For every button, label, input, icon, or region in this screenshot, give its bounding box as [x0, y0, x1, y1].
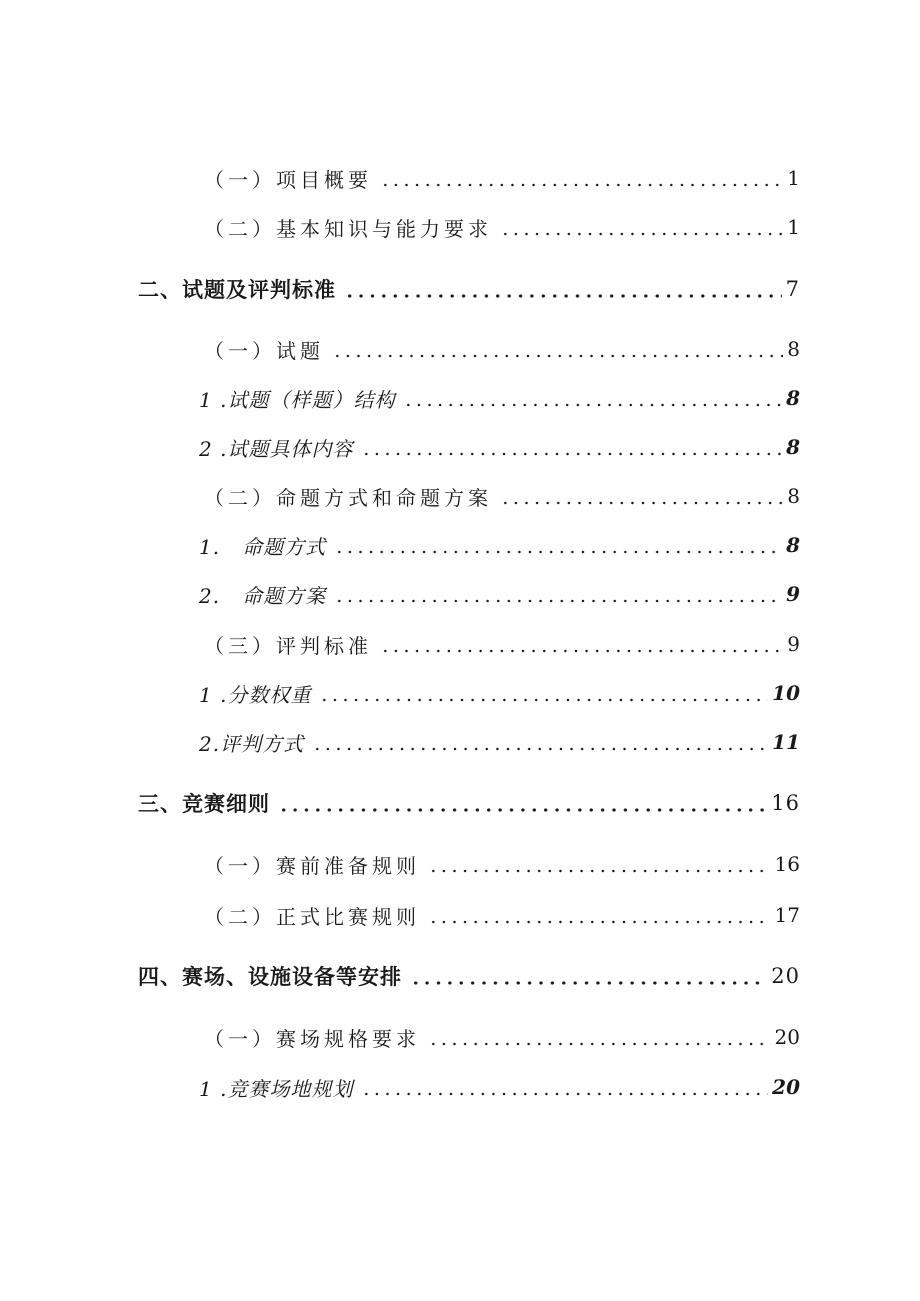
toc-entry-title: 四、赛场、设施设备等安排 — [138, 964, 402, 989]
toc-entry-title: （二）基本知识与能力要求 — [204, 216, 492, 241]
toc-entry[interactable] — [0, 1067, 920, 1107]
toc-page-number: 8 — [787, 484, 800, 508]
dot-leader — [428, 903, 771, 927]
dot-leader — [344, 277, 782, 301]
dot-leader — [428, 852, 771, 876]
toc-page-number: 9 — [786, 582, 800, 606]
toc-entry[interactable] — [0, 378, 920, 418]
toc-entry[interactable] — [0, 722, 920, 762]
dot-leader — [403, 386, 782, 410]
toc-entry-title: 二、试题及评判标准 — [138, 277, 336, 302]
dot-leader — [278, 791, 767, 815]
toc-section-heading[interactable] — [0, 269, 920, 309]
toc-page-number: 20 — [772, 1075, 800, 1099]
dot-leader — [334, 533, 782, 557]
toc-entry[interactable] — [0, 329, 920, 369]
toc-entry-title: （一）赛场规格要求 — [204, 1026, 420, 1051]
toc-entry[interactable] — [0, 427, 920, 467]
toc-entry[interactable] — [0, 1017, 920, 1057]
toc-entry-title: （一）项目概要 — [204, 167, 372, 192]
toc-page-number: 1 — [787, 215, 800, 239]
toc-entry-title: 2. 命题方案 — [199, 583, 327, 608]
toc-page-number: 8 — [786, 435, 800, 459]
toc-page-number: 1 — [787, 166, 800, 190]
toc-entry[interactable] — [0, 895, 920, 935]
toc-entry-title: 1. 命题方式 — [199, 534, 327, 559]
dot-leader — [410, 964, 767, 988]
dot-leader — [334, 582, 782, 606]
toc-page-number: 9 — [787, 632, 800, 656]
toc-entry[interactable] — [0, 844, 920, 884]
toc-entry[interactable] — [0, 476, 920, 516]
toc-page-number: 8 — [786, 533, 800, 557]
toc-page-number: 11 — [772, 730, 800, 754]
toc-entry-title: （二）命题方式和命题方案 — [204, 485, 492, 510]
toc-entry-title: 2 .试题具体内容 — [199, 436, 354, 461]
toc-entry-title: （三）评判标准 — [204, 633, 372, 658]
dot-leader — [380, 166, 783, 190]
dot-leader — [500, 484, 783, 508]
toc-page-number: 8 — [786, 386, 800, 410]
toc-page-number: 20 — [771, 964, 800, 988]
toc-entry-title: 1 .竞赛场地规划 — [199, 1076, 354, 1101]
toc-entry-title: （一）赛前准备规则 — [204, 853, 420, 878]
toc-entry[interactable] — [0, 158, 920, 198]
toc-entry-title: 1 .分数权重 — [199, 682, 312, 707]
toc-entry-title: （一）试题 — [204, 338, 324, 363]
toc-entry[interactable] — [0, 673, 920, 713]
toc-section-heading[interactable] — [0, 956, 920, 996]
toc-page-number: 17 — [774, 903, 800, 927]
toc-page-number: 7 — [785, 277, 800, 301]
dot-leader — [361, 1075, 768, 1099]
toc-page-number: 16 — [771, 791, 800, 815]
toc-entry-title: 2.评判方式 — [199, 731, 305, 756]
toc-entry-title: 1 .试题（样题）结构 — [199, 387, 396, 412]
dot-leader — [428, 1025, 771, 1049]
dot-leader — [500, 215, 783, 239]
dot-leader — [312, 730, 768, 754]
dot-leader — [319, 681, 768, 705]
toc-page-number: 10 — [772, 681, 800, 705]
dot-leader — [380, 632, 783, 656]
toc-page-number: 20 — [774, 1025, 800, 1049]
toc-section-heading[interactable] — [0, 783, 920, 823]
dot-leader — [361, 435, 782, 459]
toc-entry-title: （二）正式比赛规则 — [204, 904, 420, 929]
toc-entry-title: 三、竞赛细则 — [138, 791, 270, 816]
toc-entry[interactable] — [0, 574, 920, 614]
toc-entry[interactable] — [0, 624, 920, 664]
toc-entry[interactable] — [0, 207, 920, 247]
toc-entry[interactable] — [0, 525, 920, 565]
toc-page-number: 8 — [787, 337, 800, 361]
dot-leader — [332, 337, 783, 361]
toc-page-number: 16 — [774, 852, 800, 876]
